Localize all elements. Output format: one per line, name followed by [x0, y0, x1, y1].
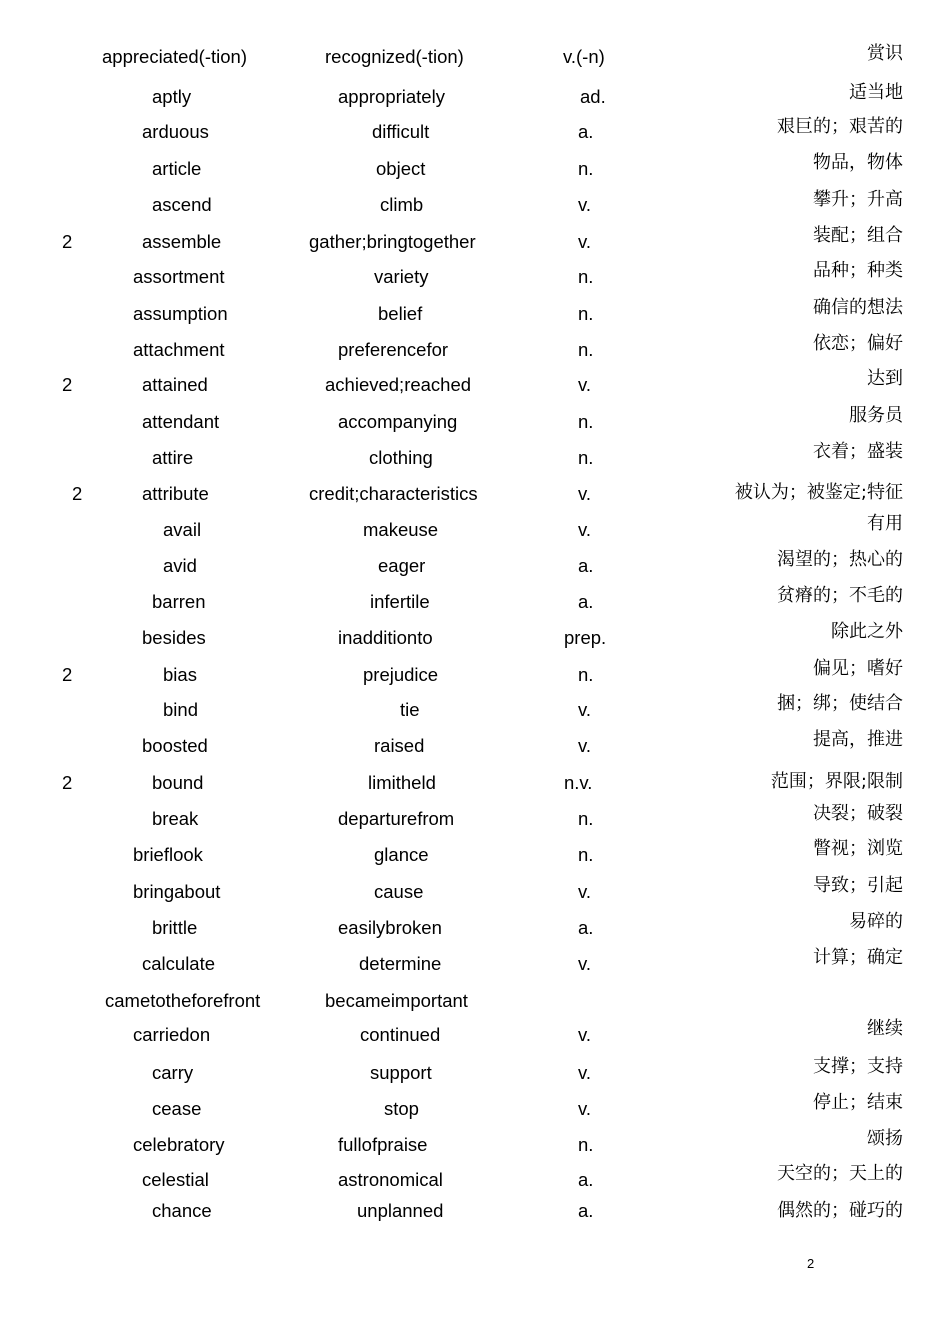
entry-part-of-speech: n.v. — [564, 772, 593, 793]
entry-part-of-speech: ad. — [580, 86, 606, 107]
entry-word: carry — [152, 1062, 194, 1083]
entry-chinese-meaning: 适当地 — [849, 82, 903, 103]
entry-chinese-meaning: 服务员 — [849, 405, 903, 426]
entry-word: bringabout — [133, 881, 221, 902]
entry-synonym: gather;bringtogether — [309, 231, 476, 252]
entry-chinese-meaning: 达到 — [867, 368, 903, 389]
list-item — [0, 297, 950, 333]
entry-chinese-meaning: 物品，物体 — [813, 152, 903, 173]
entry-chinese-meaning: 衣着；盛装 — [813, 441, 903, 462]
entry-synonym: tie — [400, 699, 420, 720]
entry-number: 2 — [72, 483, 83, 504]
list-item — [0, 585, 950, 621]
entry-synonym: prejudice — [363, 664, 439, 685]
entry-word: celestial — [142, 1169, 209, 1190]
entry-synonym: difficult — [372, 121, 430, 142]
entry-chinese-meaning: 艰巨的；艰苦的 — [777, 116, 903, 137]
entry-chinese-meaning: 攀升；升高 — [813, 189, 903, 210]
entry-part-of-speech: n. — [578, 1134, 594, 1155]
entry-chinese-meaning: 天空的；天上的 — [777, 1163, 903, 1184]
entry-synonym: infertile — [370, 591, 430, 612]
entry-chinese-meaning: 品种；种类 — [813, 260, 903, 281]
entry-chinese-meaning: 偏见；嗜好 — [813, 658, 903, 679]
entry-chinese-meaning: 继续 — [867, 1018, 903, 1039]
entry-word: cametotheforefront — [105, 990, 261, 1011]
list-item — [0, 82, 950, 116]
entry-chinese-meaning: 支撑；支持 — [813, 1056, 903, 1077]
entry-part-of-speech: a. — [578, 121, 594, 142]
entry-synonym: preferencefor — [338, 339, 449, 360]
list-item — [0, 152, 950, 188]
entry-word: aptly — [152, 86, 192, 107]
entry-part-of-speech: v. — [578, 519, 592, 540]
entry-chinese-meaning: 赏识 — [867, 43, 903, 64]
entry-synonym: determine — [359, 953, 442, 974]
entry-part-of-speech: v. — [578, 1098, 592, 1119]
list-item — [0, 43, 950, 76]
list-item — [0, 549, 950, 585]
entry-chinese-meaning: 依恋；偏好 — [813, 333, 903, 354]
page-number: 2 — [807, 1256, 815, 1271]
entry-chinese-meaning: 贫瘠的；不毛的 — [777, 585, 903, 606]
entry-word: besides — [142, 627, 206, 648]
list-item — [0, 875, 950, 911]
entry-part-of-speech: n. — [578, 808, 594, 829]
list-item — [0, 621, 950, 657]
entry-synonym: astronomical — [338, 1169, 443, 1190]
list-item — [0, 911, 950, 947]
entry-part-of-speech: a. — [578, 555, 594, 576]
entry-chinese-meaning: 停止；结束 — [813, 1092, 903, 1113]
entry-part-of-speech: v. — [578, 194, 592, 215]
list-item — [0, 116, 950, 151]
list-item — [0, 483, 950, 513]
entry-word: break — [152, 808, 199, 829]
entry-part-of-speech: n. — [578, 303, 594, 324]
list-item — [0, 658, 950, 694]
entry-word: assumption — [133, 303, 228, 324]
entry-part-of-speech: n. — [578, 447, 594, 468]
entry-word: avail — [163, 519, 202, 540]
entry-synonym: becameimportant — [325, 990, 468, 1011]
entry-synonym: stop — [384, 1098, 419, 1119]
entry-part-of-speech: v. — [578, 231, 592, 252]
entry-word: barren — [152, 591, 206, 612]
list-item — [0, 368, 950, 404]
entry-part-of-speech: prep. — [564, 627, 607, 648]
entry-word: attendant — [142, 411, 220, 432]
entry-synonym: object — [376, 158, 426, 179]
entry-part-of-speech: a. — [578, 591, 594, 612]
entry-word: arduous — [142, 121, 209, 142]
entry-synonym: belief — [378, 303, 423, 324]
list-item — [0, 189, 950, 224]
list-item — [0, 225, 950, 261]
entry-word: attained — [142, 374, 208, 395]
entry-part-of-speech: v. — [578, 881, 592, 902]
entry-synonym: limitheld — [368, 772, 436, 793]
list-item — [0, 693, 950, 729]
entry-word: brittle — [152, 917, 198, 938]
entry-chinese-meaning: 颂扬 — [867, 1128, 903, 1149]
entry-synonym: inadditionto — [338, 627, 433, 648]
entry-part-of-speech: v. — [578, 483, 592, 504]
entry-chinese-meaning: 易碎的 — [849, 911, 903, 932]
entry-synonym: unplanned — [357, 1200, 444, 1221]
list-item — [0, 513, 950, 549]
entry-part-of-speech: v. — [578, 953, 592, 974]
entry-chinese-meaning: 除此之外 — [831, 621, 903, 642]
entry-synonym: credit;characteristics — [309, 483, 478, 504]
entry-word: chance — [152, 1200, 212, 1221]
entry-chinese-meaning: 计算；确定 — [813, 947, 903, 968]
entry-number: 2 — [62, 664, 73, 685]
list-item — [0, 405, 950, 441]
list-item — [0, 1128, 950, 1164]
entry-word: calculate — [142, 953, 216, 974]
entry-chinese-meaning: 提高，推进 — [813, 729, 903, 750]
entry-word: attachment — [133, 339, 225, 360]
entry-word: carriedon — [133, 1024, 211, 1045]
entry-synonym: climb — [380, 194, 424, 215]
entry-synonym: easilybroken — [338, 917, 442, 938]
entry-chinese-meaning: 被认为；被鉴定;特征 — [734, 482, 903, 503]
entry-part-of-speech: n. — [578, 411, 594, 432]
entry-synonym: raised — [374, 735, 425, 756]
list-item — [0, 1163, 950, 1199]
entry-part-of-speech: n. — [578, 158, 594, 179]
entry-word: cease — [152, 1098, 202, 1119]
entry-part-of-speech: n. — [578, 664, 594, 685]
entry-part-of-speech: v. — [578, 1062, 592, 1083]
entry-synonym: accompanying — [338, 411, 458, 432]
entry-part-of-speech: n. — [578, 339, 594, 360]
entry-synonym: appropriately — [338, 86, 445, 107]
list-item — [0, 838, 950, 874]
entry-word: bound — [152, 772, 204, 793]
entry-part-of-speech: n. — [578, 266, 594, 287]
list-item — [0, 1056, 950, 1092]
entry-number: 2 — [62, 374, 73, 395]
entry-word: celebratory — [133, 1134, 225, 1155]
entry-synonym: glance — [374, 844, 429, 865]
entry-word: brieflook — [133, 844, 203, 865]
list-item — [0, 808, 950, 838]
entry-number: 2 — [62, 231, 73, 252]
entry-chinese-meaning: 偶然的；碰巧的 — [777, 1200, 903, 1221]
entry-synonym: makeuse — [363, 519, 439, 540]
list-item — [0, 947, 950, 983]
entry-word: attire — [152, 447, 194, 468]
entry-synonym: departurefrom — [338, 808, 455, 829]
entry-synonym: support — [370, 1062, 432, 1083]
entry-part-of-speech: v. — [578, 1024, 592, 1045]
entry-word: appreciated(-tion) — [102, 46, 247, 67]
entry-number: 2 — [62, 772, 73, 793]
entry-part-of-speech: a. — [578, 917, 594, 938]
entry-part-of-speech: a. — [578, 1169, 594, 1190]
entry-chinese-meaning-continued: 决裂；破裂 — [813, 803, 903, 824]
list-item — [0, 260, 950, 296]
entry-part-of-speech: v. — [578, 374, 592, 395]
entry-word: assemble — [142, 231, 222, 252]
list-item — [0, 990, 950, 1020]
entry-chinese-meaning: 捆；绑；使结合 — [777, 693, 903, 714]
list-item — [0, 441, 950, 477]
entry-word: bind — [163, 699, 198, 720]
entry-synonym: variety — [374, 266, 429, 287]
entry-synonym: fullofpraise — [338, 1134, 428, 1155]
entry-part-of-speech: n. — [578, 844, 594, 865]
entry-chinese-meaning: 确信的想法 — [813, 297, 903, 318]
entry-word: attribute — [142, 483, 209, 504]
entry-word: bias — [163, 664, 197, 685]
entry-word: article — [152, 158, 202, 179]
list-item — [0, 1018, 950, 1054]
entry-part-of-speech: v.(-n) — [563, 46, 605, 67]
entry-synonym: clothing — [369, 447, 433, 468]
entry-chinese-meaning: 有用 — [867, 513, 903, 534]
entry-part-of-speech: a. — [578, 1200, 594, 1221]
entry-part-of-speech: v. — [578, 735, 592, 756]
entry-chinese-meaning: 瞥视；浏览 — [813, 838, 903, 859]
entry-word: avid — [163, 555, 197, 576]
list-item — [0, 333, 950, 369]
entry-word: ascend — [152, 194, 212, 215]
entry-word: boosted — [142, 735, 208, 756]
entry-chinese-meaning: 导致；引起 — [813, 875, 903, 896]
list-item — [0, 1092, 950, 1128]
entry-chinese-meaning: 范围；界限;限制 — [770, 771, 903, 792]
entry-word: assortment — [133, 266, 225, 287]
entry-synonym: eager — [378, 555, 426, 576]
entry-synonym: continued — [360, 1024, 441, 1045]
entry-synonym: cause — [374, 881, 424, 902]
entry-synonym: achieved;reached — [325, 374, 472, 395]
list-item — [0, 1200, 950, 1230]
entry-chinese-meaning: 渴望的；热心的 — [777, 549, 903, 570]
entry-synonym: recognized(-tion) — [325, 46, 464, 67]
entry-part-of-speech: v. — [578, 699, 592, 720]
entry-chinese-meaning: 装配；组合 — [813, 225, 903, 246]
list-item — [0, 729, 950, 765]
